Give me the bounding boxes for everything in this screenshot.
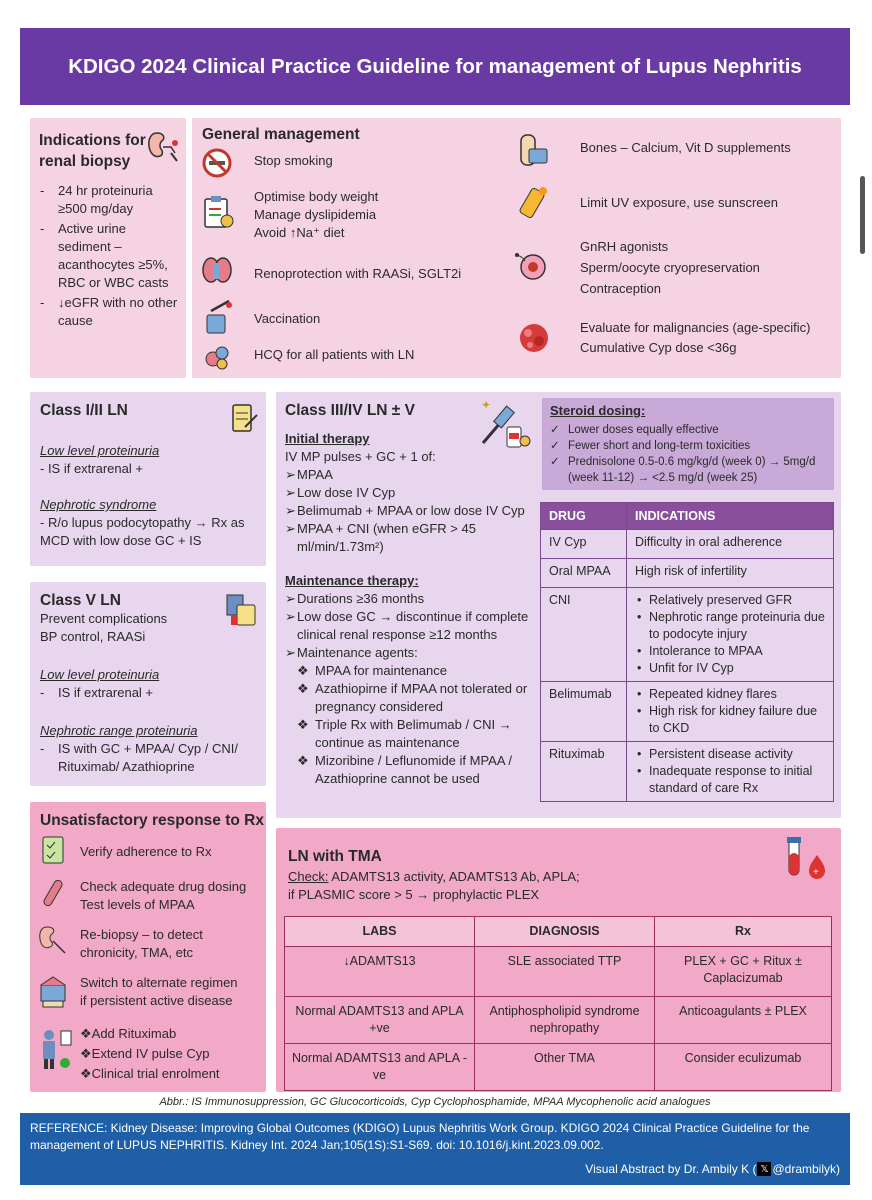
indication-cell: High risk of infertility: [627, 559, 834, 588]
switch-regimen-icon: [36, 974, 70, 1010]
unsat-item: Verify adherence to Rx: [80, 844, 212, 859]
x-logo-icon: 𝕏: [757, 1162, 771, 1176]
tma-cell: Anticoagulants ± PLEX: [655, 997, 832, 1044]
svg-text:✦: ✦: [481, 398, 492, 412]
abbreviations: Abbr.: IS Immunosuppression, GC Glucocorticoids, Cyp Cyclophosphamide, MPAA Mycophenolic acid analogues: [159, 1096, 711, 1108]
class-1-2-line: - R/o lupus podocytopathy → Rx as: [40, 515, 245, 530]
low-proteinuria-subheading: Low level proteinuria: [40, 667, 160, 682]
blood-tube-icon: [780, 834, 832, 886]
initial-therapy-heading: Initial therapy: [285, 431, 370, 446]
rx-header: Rx: [655, 917, 832, 947]
drug-cell: IV Cyp: [541, 530, 627, 559]
kidney-biopsy-icon: [36, 922, 68, 958]
indication-item: 24 hr proteinuria ≥500 mg/day: [58, 183, 153, 216]
bone-icon: [514, 130, 552, 170]
initial-item: Belimumab + MPAA or low dose IV Cyp: [297, 503, 525, 518]
unsat-options: ❖Add Rituximab ❖Extend IV pulse Cyp ❖Clinical trial enrolment: [80, 1026, 220, 1081]
general-management-panel: [192, 118, 841, 378]
tma-cell: PLEX + GC + Ritux ± Caplacizumab: [655, 947, 832, 997]
indications-panel: Indications for renal biopsy - 24 hr proteinuria ≥500 mg/day - Active urine sediment – acanthocytes ≥5%, RBC or WBC casts - ↓eGFR with no other cause: [30, 118, 186, 378]
class-1-2-heading: Class I/II LN: [40, 402, 128, 419]
class-1-2-line: MCD with low dose GC + IS: [40, 533, 202, 548]
sperm-oocyte-icon: [512, 246, 552, 286]
fertility-text: GnRH agonists Sperm/oocyte cryopreservation Contraception: [580, 239, 760, 296]
credit: Visual Abstract by Dr. Ambily K ( 𝕏 @drambilyk): [585, 1162, 840, 1176]
class-5-heading: Class V LN: [40, 592, 121, 609]
vaccination-text: Vaccination: [254, 311, 321, 326]
tma-check: Check: ADAMTS13 activity, ADAMTS13 Ab, APLA;: [288, 869, 580, 884]
labs-header: LABS: [285, 917, 475, 947]
kidney-icon: [146, 128, 182, 168]
unsat-item: Re-biopsy – to detect chronicity, TMA, etc: [80, 927, 203, 960]
unsatisfactory-panel: [30, 802, 266, 1092]
indication-cell: • Relatively preserved GFR • Nephrotic range proteinuria due to podocyte injury • Intolerance to MPAA • Unfit for IV Cyp: [627, 588, 834, 682]
drug-cell: Rituximab: [541, 742, 627, 802]
weight-lipid-na-text: Optimise body weight Manage dyslipidemia Avoid ↑Na⁺ diet: [254, 189, 379, 240]
indication-cell: • Persistent disease activity • Inadequate response to initial standard of care Rx: [627, 742, 834, 802]
svg-text:+: +: [813, 867, 819, 878]
agent-item: MPAA for maintenance: [315, 663, 447, 678]
uv-text: Limit UV exposure, use sunscreen: [580, 195, 778, 210]
initial-item: MPAA: [297, 467, 333, 482]
indication-item: ↓eGFR with no other cause: [58, 295, 178, 328]
tma-cell: Antiphospholipid syndrome nephropathy: [475, 997, 655, 1044]
tma-cell: Other TMA: [475, 1044, 655, 1091]
tma-cell: Normal ADAMTS13 and APLA -ve: [285, 1044, 475, 1091]
class-1-2-line: - IS if extrarenal +: [40, 461, 143, 476]
initial-item: Low dose IV Cyp: [297, 485, 396, 500]
unsatisfactory-heading: Unsatisfactory response to Rx: [40, 812, 264, 829]
diagnosis-header: DIAGNOSIS: [475, 917, 655, 947]
class-5-item: IS if extrarenal +: [58, 685, 154, 700]
twitter-handle[interactable]: @drambilyk): [772, 1162, 840, 1176]
class-3-4-heading: Class III/IV LN ± V: [285, 402, 415, 419]
class-1-2-panel: [30, 392, 266, 566]
drug-table: [540, 502, 834, 802]
steroid-item: Prednisolone 0.5-0.6 mg/kg/d (week 0) → 5mg/d (week 11-12) → <2.5 mg/d (week 25): [568, 456, 816, 484]
class-5-line: Prevent complications: [40, 611, 168, 626]
tma-cell: Normal ADAMTS13 and APLA +ve: [285, 997, 475, 1044]
indications-header: INDICATIONS: [627, 503, 834, 530]
low-proteinuria-subheading: Low level proteinuria: [40, 443, 160, 458]
tma-heading: LN with TMA: [288, 848, 382, 865]
drug-cell: Oral MPAA: [541, 559, 627, 588]
tma-table: [284, 916, 832, 1091]
maintenance-heading: Maintenance therapy:: [285, 573, 419, 588]
checklist-icon: [38, 832, 68, 866]
pills-icon: [202, 342, 232, 372]
general-heading: General management: [202, 126, 360, 143]
indication-cell: • Repeated kidney flares • High risk for kidney failure due to CKD: [627, 682, 834, 742]
class-5-line: BP control, RAASi: [40, 629, 146, 644]
bones-text: Bones – Calcium, Vit D supplements: [580, 140, 791, 155]
syringe-vaccine-icon: [200, 298, 236, 338]
agent-item: Triple Rx with Belimumab / CNI → continue as maintenance: [315, 717, 512, 750]
initial-intro: IV MP pulses + GC + 1 of:: [285, 449, 436, 464]
sunscreen-icon: [514, 182, 552, 222]
steroid-dosing-box: Steroid dosing: ✓ Lower doses equally effective ✓ Fewer short and long-term toxicities ✓ Prednisolone 0.5-0.6 mg/kg/d (week 0) → 5mg/d (week 11-12) → <2.5 mg/d (week 25): [542, 398, 834, 490]
class-5-panel: Class V LN Prevent complications BP control, RAASi Low level proteinuria - IS if extrarenal + Nephrotic range proteinuria - IS with GC + MPAA/ Cyp / CNI/ Rituximab/ Azathioprine: [30, 582, 266, 786]
steroid-heading: Steroid dosing:: [550, 403, 646, 418]
tma-cell: Consider eculizumab: [655, 1044, 832, 1091]
indication-item: Active urine sediment – acanthocytes ≥5%, RBC or WBC casts: [58, 221, 169, 290]
unsat-item: Switch to alternate regimen if persistent active disease: [80, 975, 238, 1008]
clipboard-scale-icon: [200, 194, 236, 232]
agent-item: Azathiopirne if MPAA not tolerated or pregnancy considered: [315, 681, 528, 714]
page-title: KDIGO 2024 Clinical Practice Guideline for management of Lupus Nephritis: [20, 28, 850, 105]
class-3-4-panel: Class III/IV LN ± V ✦ Initial therapy IV MP pulses + GC + 1 of: ➢ MPAA ➢ Low dose IV Cyp ➢ Belimumab + MPAA or low dose IV Cyp ➢ MPAA + CNI (when eGFR > 45 ml/min/1.73m²) Maintenance therapy: ➢ Durations ≥36 months ➢ Low dose GC → discontinue if complete clinical renal response ≥12 months ➢ Maintenance agents: ❖ MPAA for maintenance ❖ Azathiopirne if MPAA not tolerated or pregnancy considered ❖ Triple Rx with Belimumab / CNI → continue as maintenance ❖ Mizoribine / Leflunomide if MPAA / Azathioprine cannot be used Steroid dosing: ✓ Lower doses equally effective ✓ Fewer short and long-term toxicities ✓ Prednisolone 0.5-0.6 mg/kg/d (week 0) → 5mg/d (week 11-12) → <2.5 mg/d (week 25) DRUG INDICATIONS IV Cyp Difficulty in oral adherence Oral MPAA High risk of infertility CNI • Relatively preserved GFR • Nephrotic range proteinuria due to podocyte injury • Intolerance to MPAA • Unfit for IV Cyp Belimumab • Repeated kidney flares • High risk for kidney failure due to CKD Rituximab • Persistent disease activity • Inadequate response to initial standard of care Rx: [276, 392, 841, 818]
kidney-protect-icon: [198, 252, 234, 288]
indication-cell: Difficulty in oral adherence: [627, 530, 834, 559]
class-5-item: Rituximab/ Azathioprine: [58, 759, 195, 774]
maintenance-item: Maintenance agents:: [297, 645, 418, 660]
renoprotection-text: Renoprotection with RAASi, SGLT2i: [254, 266, 462, 281]
steroid-item: Lower doses equally effective: [568, 424, 719, 436]
reference-text: REFERENCE: Kidney Disease: Improving Global Outcomes (KDIGO) Lupus Nephritis Work Group. KDIGO 2024 Clinical Practice Guideline for the management of LUPUS NEPHRITIS. Kidney Int. 2024 Jan;105(1S):S1-S69. doi: 10.1016/j.kint.2023.09.002.: [30, 1121, 810, 1152]
no-smoking-icon: [200, 146, 234, 180]
stop-smoking-text: Stop smoking: [254, 153, 333, 168]
class-5-item: IS with GC + MPAA/ Cyp / CNI/: [58, 741, 238, 756]
reference-footer: [20, 1113, 850, 1185]
tma-plasmic: if PLASMIC score > 5 → prophylactic PLEX: [288, 887, 540, 902]
malignancy-text: Evaluate for malignancies (age-specific) Cumulative Cyp dose <36g: [580, 320, 811, 355]
tma-cell: ↓ADAMTS13: [285, 947, 475, 997]
urine-test-icon: [226, 400, 260, 436]
nephrotic-range-subheading: Nephrotic range proteinuria: [40, 723, 198, 738]
unsat-item: Check adequate drug dosing Test levels of MPAA: [80, 879, 247, 912]
clinician-icon: [36, 1026, 76, 1072]
initial-item: MPAA + CNI (when eGFR > 45 ml/min/1.73m²): [297, 521, 476, 554]
nephrotic-subheading: Nephrotic syndrome: [40, 497, 157, 512]
hcq-text: HCQ for all patients with LN: [254, 347, 415, 362]
maintenance-item: Durations ≥36 months: [297, 591, 425, 606]
drug-cell: CNI: [541, 588, 627, 682]
steroid-item: Fewer short and long-term toxicities: [568, 440, 751, 452]
drug-header: DRUG: [541, 503, 627, 530]
tma-cell: SLE associated TTP: [475, 947, 655, 997]
tumor-cell-icon: [514, 318, 554, 358]
scrollbar-thumb[interactable]: [860, 176, 865, 254]
maintenance-item: Low dose GC → discontinue if complete clinical renal response ≥12 months: [297, 609, 529, 642]
indications-heading: Indications for renal biopsy: [39, 132, 146, 170]
drug-cell: Belimumab: [541, 682, 627, 742]
test-tube-icon: [38, 876, 68, 912]
tma-panel: [276, 828, 841, 1092]
agent-item: Mizoribine / Leflunomide if MPAA / Azathioprine cannot be used: [315, 753, 513, 786]
